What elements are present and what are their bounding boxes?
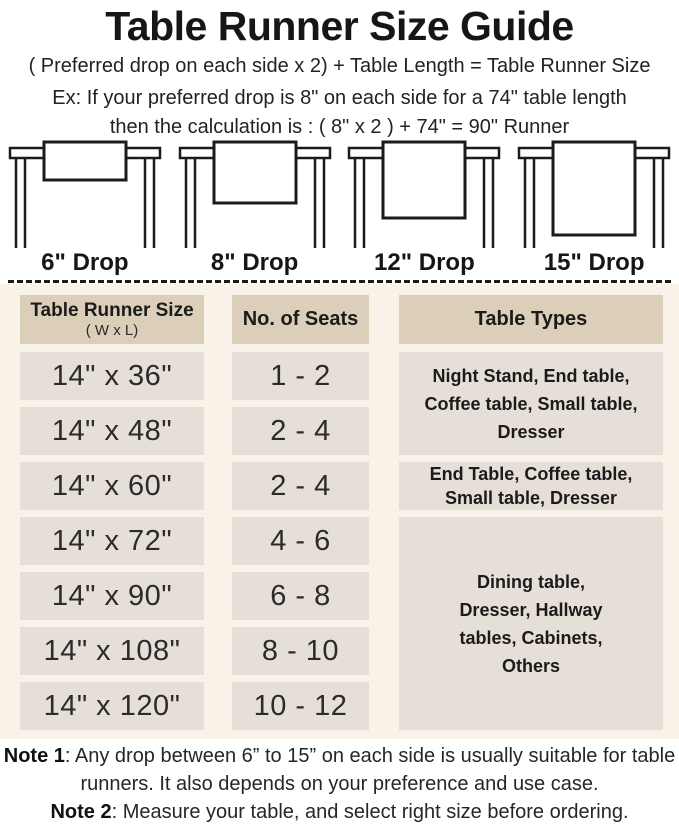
seats-value: 4 - 6	[270, 524, 331, 557]
seats-value: 1 - 2	[270, 359, 331, 392]
table-row-size-0	[20, 352, 204, 400]
notes-section	[0, 742, 679, 826]
table-row-seats-4	[232, 572, 369, 620]
size-value: 14" x 120"	[43, 689, 181, 722]
example-line-1: Ex: If your preferred drop is 8" on each side for a 74" table length	[52, 87, 627, 109]
drop-label-12: 12" Drop	[374, 249, 475, 276]
table-runner-8-drop-icon	[175, 140, 335, 248]
table-types-text: End Table, Coffee table, Small table, Dresser	[429, 464, 633, 508]
note-1-label: Note 1	[3, 745, 65, 767]
table-row-seats-0	[232, 352, 369, 400]
table-runner-15-drop-icon	[514, 140, 674, 248]
table-row-size-2	[20, 462, 204, 510]
seats-value: 10 - 12	[253, 689, 348, 722]
table-runner-12-drop-icon	[344, 140, 504, 248]
illustration-15-drop	[509, 140, 679, 248]
seats-value: 2 - 4	[270, 469, 331, 502]
table-row-seats-2	[232, 462, 369, 510]
size-value: 14" x 36"	[51, 359, 173, 392]
illustration-8-drop	[170, 140, 340, 248]
table-types-group-3	[399, 517, 663, 730]
note-2-label: Note 2	[50, 801, 112, 823]
table-row-size-3	[20, 517, 204, 565]
table-row-size-4	[20, 572, 204, 620]
note-1-text: : Any drop between 6” to 15” on each side is usually suitable for table runners. It also depends on your preference and use case.	[64, 745, 676, 795]
drop-labels-row	[0, 248, 679, 280]
size-value: 14" x 108"	[43, 634, 181, 667]
seats-value: 6 - 8	[270, 579, 331, 612]
header-seats	[232, 295, 369, 344]
drop-label-15: 15" Drop	[543, 249, 645, 276]
table-types-group-1	[399, 352, 663, 455]
formula-text: ( Preferred drop on each side x 2) + Table Length = Table Runner Size	[28, 55, 651, 77]
example-line-2: then the calculation is : ( 8" x 2 ) + 74" = 90" Runner	[109, 116, 570, 138]
table-runner-6-drop-icon	[5, 140, 165, 248]
seats-value: 8 - 10	[261, 634, 340, 667]
header-runner-size-sub: ( W x L)	[85, 322, 139, 339]
table-types-text: Night Stand, End table, Coffee table, Small table, Dresser	[424, 365, 638, 442]
table-row-seats-5	[232, 627, 369, 675]
header-table-types	[399, 295, 663, 344]
note-2-text: : Measure your table, and select right size before ordering.	[111, 801, 629, 823]
note-1	[0, 742, 679, 798]
table-row-seats-6	[232, 682, 369, 730]
table-row-size-1	[20, 407, 204, 455]
header-runner-size	[20, 295, 204, 344]
dashed-divider	[8, 280, 671, 283]
size-value: 14" x 90"	[51, 579, 173, 612]
page-title: Table Runner Size Guide	[105, 3, 574, 49]
size-value: 14" x 60"	[51, 469, 173, 502]
drop-illustrations	[0, 140, 679, 248]
table-types-group-2	[399, 462, 663, 510]
seats-value: 2 - 4	[270, 414, 331, 447]
table-row-seats-3	[232, 517, 369, 565]
header-table-types-label: Table Types	[474, 308, 588, 330]
illustration-6-drop	[0, 140, 170, 248]
header-seats-label: No. of Seats	[242, 308, 359, 330]
header-runner-size-title: Table Runner Size	[30, 300, 194, 321]
size-value: 14" x 48"	[51, 414, 173, 447]
illustration-12-drop	[340, 140, 510, 248]
table-row-size-6	[20, 682, 204, 730]
drop-label-6: 6" Drop	[41, 249, 129, 276]
drop-label-8: 8" Drop	[210, 249, 299, 276]
note-2	[0, 798, 679, 826]
table-row-seats-1	[232, 407, 369, 455]
table-types-text: Dining table, Dresser, Hallway tables, Cabinets, Others	[459, 571, 603, 676]
table-row-size-5	[20, 627, 204, 675]
size-value: 14" x 72"	[51, 524, 173, 557]
